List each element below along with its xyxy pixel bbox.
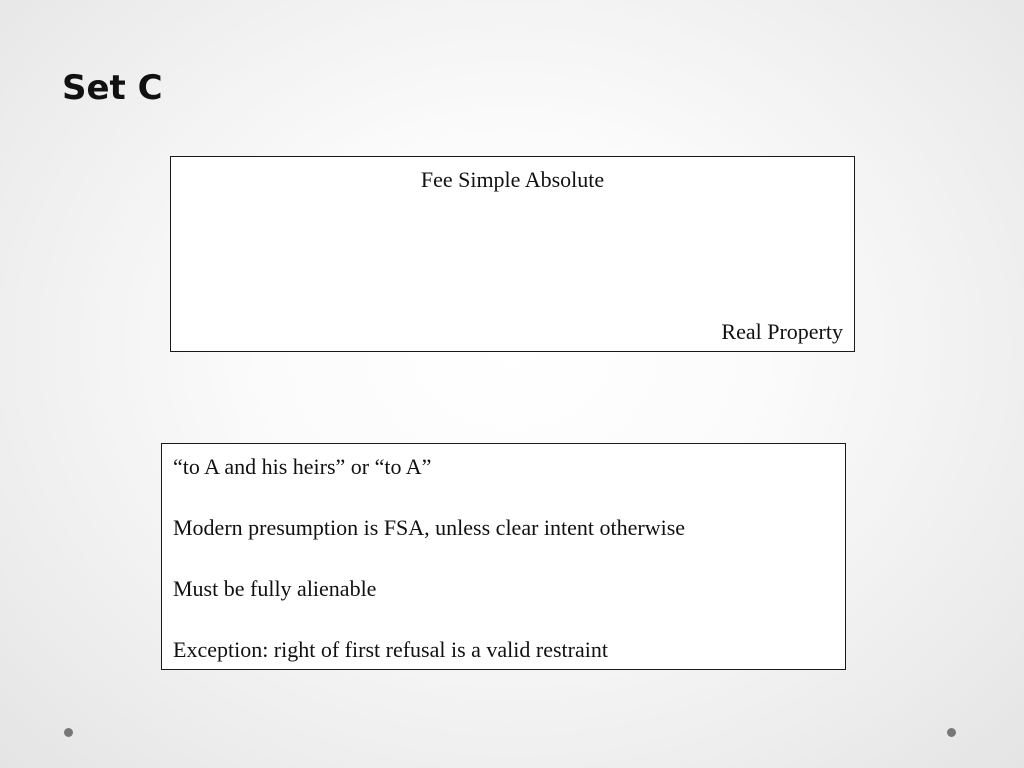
flashcard-back (161, 443, 846, 670)
card-detail-line: Must be fully alienable (173, 576, 377, 601)
card-category: Real Property (721, 319, 843, 344)
card-term: Fee Simple Absolute (420, 167, 605, 192)
card-detail-line: Modern presumption is FSA, unless clear intent otherwise (173, 515, 686, 540)
prev-dot-icon (64, 728, 73, 737)
card-detail-line: Exception: right of first refusal is a valid restraint (173, 637, 608, 662)
next-dot-icon (947, 728, 956, 737)
slide-title: Set C (62, 68, 163, 108)
card-detail-line: “to A and his heirs” or “to A” (173, 454, 432, 479)
flashcard-front (170, 156, 855, 352)
